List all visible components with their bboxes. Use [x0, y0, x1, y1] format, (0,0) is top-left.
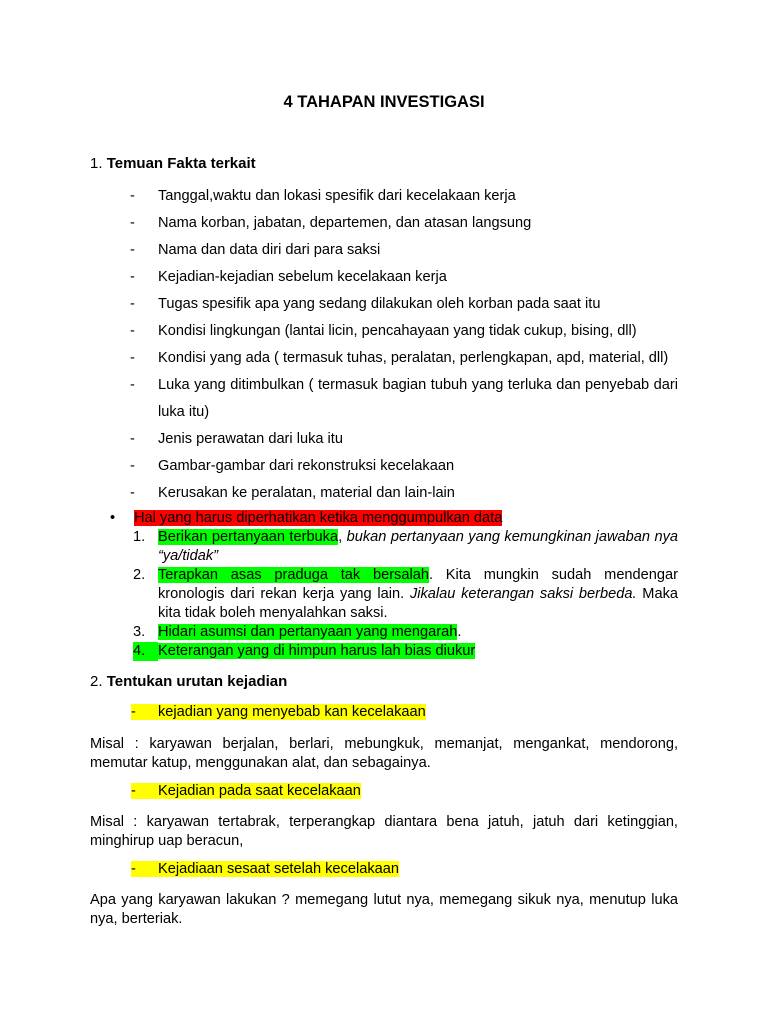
list-item: - Kondisi lingkungan (lantai licin, pencahayaan yang tidak cukup, bising, dll) [130, 323, 637, 339]
list-item: - Tugas spesifik apa yang sedang dilakukan oleh korban pada saat itu [130, 296, 601, 312]
section-1-number: 1. [90, 155, 103, 172]
list-item: - Kerusakan ke peralatan, material dan lain-lain [130, 485, 455, 501]
section-2-title: Tentukan urutan kejadian [106, 673, 288, 690]
section-1-heading [90, 155, 256, 172]
section-2-number: 2. [90, 673, 103, 690]
list-item: - Jenis perawatan dari luka itu [130, 431, 343, 447]
event-label: - Kejadiaan sesaat setelah kecelakaan [131, 861, 399, 877]
list-item: - Luka yang ditimbulkan ( termasuk bagian tubuh yang terluka dan penyebab dari luka itu) [130, 377, 678, 420]
event-label: - kejadian yang menyebab kan kecelakaan [131, 704, 426, 720]
fact-list [130, 183, 678, 507]
list-item: - Nama dan data diri dari para saksi [130, 242, 381, 258]
list-item: - Kejadian-kejadian sebelum kecelakaan kerja [130, 269, 447, 285]
numbered-list [133, 528, 678, 661]
example-paragraph: Misal : karyawan berjalan, berlari, mebungkuk, memanjat, mengankat, mendorong, memutar katup, menggunakan alat, dan sebagainya. [90, 736, 678, 771]
list-item: 3. Hidari asumsi dan pertanyaan yang mengarah. [133, 624, 462, 640]
green-highlight-text: Berikan pertanyaan terbuka [158, 529, 339, 545]
list-item: - Gambar-gambar dari rekonstruksi kecelakaan [130, 458, 455, 474]
page-title: 4 TAHAPAN INVESTIGASI [283, 93, 485, 111]
bullet-icon: • [110, 510, 116, 526]
green-highlight-text: Hidari asumsi dan pertanyaan yang mengarah [158, 624, 458, 640]
list-item: 4. Keterangan yang di himpun harus lah bias diukur [133, 643, 476, 659]
example-paragraph: Misal : karyawan tertabrak, terperangkap diantara bena jatuh, jatuh dari ketinggian, minghirup uap beracun, [90, 814, 678, 849]
example-paragraph: Apa yang karyawan lakukan ? memegang lutut nya, memegang sikuk nya, menutup luka nya, berteriak. [90, 892, 678, 927]
data-collection-note [110, 509, 502, 528]
list-item: - Kondisi yang ada ( termasuk tuhas, peralatan, perlengkapan, apd, material, dll) [130, 350, 669, 366]
list-item: - Tanggal,waktu dan lokasi spesifik dari kecelakaan kerja [130, 188, 516, 204]
event-label: - Kejadian pada saat kecelakaan [131, 783, 361, 799]
section-1-title: Temuan Fakta terkait [106, 155, 256, 172]
green-highlight-text: Terapkan asas praduga tak bersalah [158, 567, 429, 583]
green-highlight-text: Keterangan yang di himpun harus lah bias diukur [158, 643, 476, 659]
red-highlight-text: Hal yang harus diperhatikan ketika menggumpulkan data [134, 510, 503, 526]
list-item: 1. Berikan pertanyaan terbuka, bukan pertanyaan yang kemungkinan jawaban nya “ya/tidak” [133, 529, 678, 564]
list-item: - Nama korban, jabatan, departemen, dan atasan langsung [130, 215, 532, 231]
list-item: 2. Terapkan asas praduga tak bersalah. Kita mungkin sudah mendengar kronologis dari rekan kerja yang lain. Jikalau keterangan saksi berbeda. Maka kita tidak boleh menyalahkan saksi. [133, 567, 678, 621]
section-2-heading [90, 673, 287, 690]
